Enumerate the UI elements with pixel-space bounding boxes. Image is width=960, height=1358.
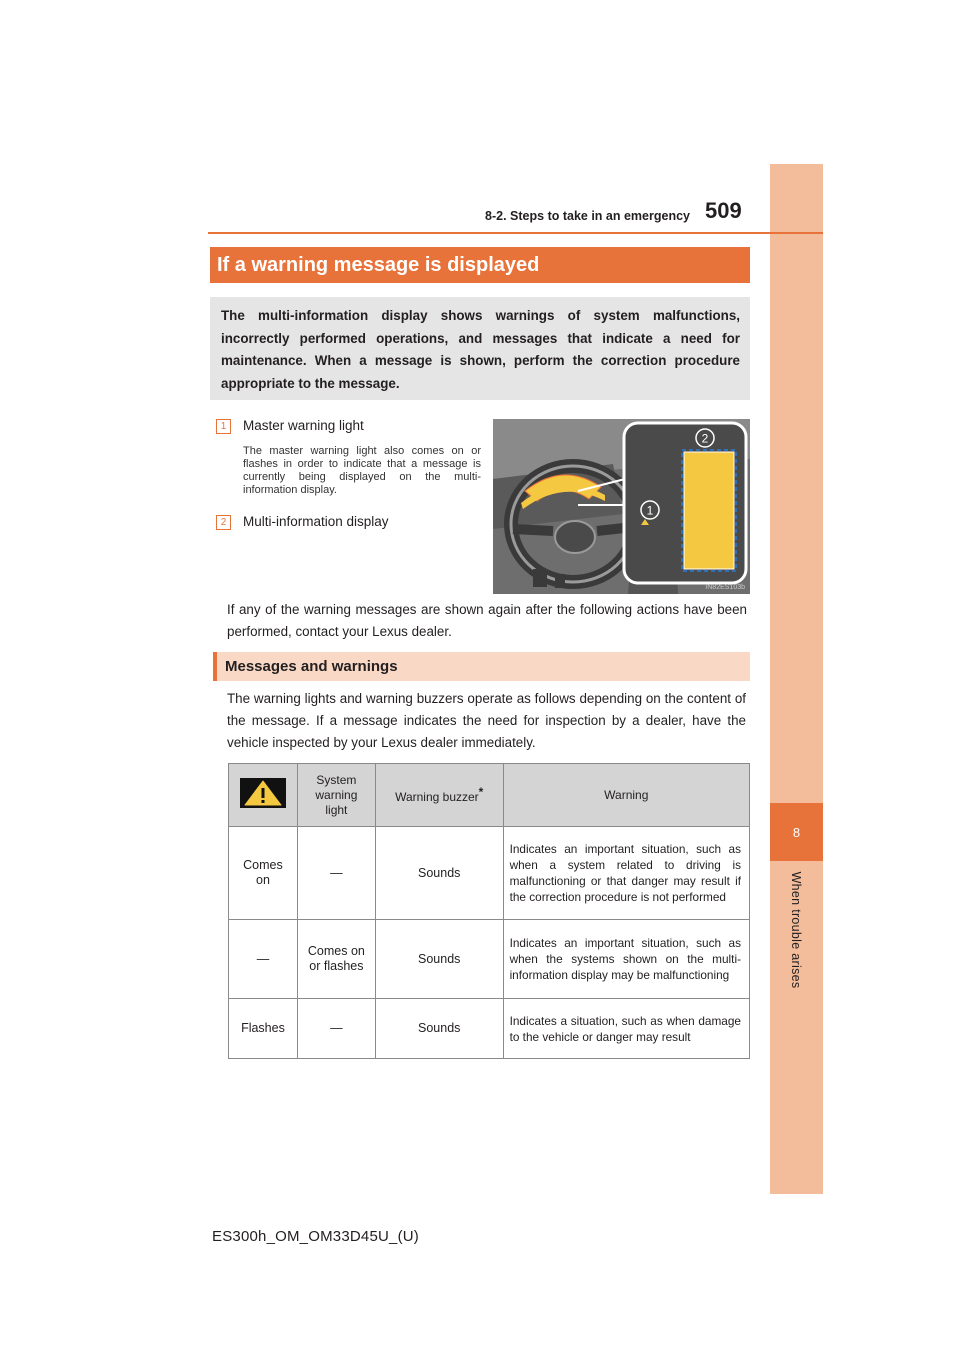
table-header-row (229, 764, 750, 827)
side-tab-band (770, 164, 823, 1194)
warning-triangle-icon (240, 778, 286, 808)
chapter-label: When trouble arises (789, 871, 803, 989)
warning-cell: Indicates an important situation, such as when the systems shown on the multi-information display may be malfunctioning (503, 920, 749, 999)
warning-table (228, 763, 750, 1059)
master-light-cell (229, 827, 298, 920)
page-number: 509 (705, 198, 742, 223)
warning-header: Warning (503, 764, 749, 827)
system-light-cell (297, 920, 375, 999)
system-light-value: Comes on or flashes (307, 944, 365, 973)
warning-cell: Indicates a situation, such as when damage to the vehicle or danger may result (503, 999, 749, 1059)
callout-1-number: 1 (216, 419, 231, 434)
master-light-cell: — (229, 920, 298, 999)
buzzer-cell: Sounds (375, 827, 503, 920)
buzzer-cell: Sounds (375, 920, 503, 999)
callout-2-number: 2 (216, 515, 231, 530)
callout-2-title: Multi-information display (243, 514, 389, 529)
buzzer-cell: Sounds (375, 999, 503, 1059)
system-light-cell: — (297, 827, 375, 920)
table-row (229, 920, 750, 999)
illustration-marker-2: 2 (701, 431, 709, 446)
buzzer-footnote-mark: * (478, 785, 484, 799)
illustration-code: IN82ES103b (705, 584, 745, 591)
contact-dealer-paragraph: If any of the warning messages are shown again after the following actions have been performed, contact your Lexus dealer. (227, 602, 747, 639)
warning-buzzer-label: Warning buzzer (395, 790, 479, 804)
illustration-marker-1: 1 (646, 503, 654, 518)
messages-paragraph: The warning lights and warning buzzers operate as follows depending on the content of the message. If a message indicates the need for inspection by a dealer, have the vehicle inspected by your Lexus dealer immediately. (227, 691, 746, 750)
system-light-cell: — (297, 999, 375, 1059)
page-title: If a warning message is displayed (210, 247, 750, 283)
warning-cell: Indicates an important situation, such as when a system related to driving is malfunctioning or that danger may result if the correction procedure is not performed (503, 827, 749, 920)
master-light-value: Comes on (243, 858, 283, 887)
system-warning-light-header (297, 764, 375, 827)
master-light-cell: Flashes (229, 999, 298, 1059)
chapter-number-tab[interactable]: 8 (770, 803, 823, 861)
callout-1-description: The master warning light also comes on or flashes in order to indicate that a message is currently being displayed on the multi-information display. (243, 445, 481, 496)
callout-1-title: Master warning light (243, 418, 364, 433)
table-row (229, 827, 750, 920)
dashboard-illustration (493, 419, 750, 594)
table-row (229, 999, 750, 1059)
system-warning-light-label: System warning light (315, 772, 358, 817)
section-title: 8-2. Steps to take in an emergency (485, 209, 690, 223)
document-code-footer: ES300h_OM_OM33D45U_(U) (212, 1228, 419, 1245)
messages-subheading: Messages and warnings (213, 652, 750, 681)
master-warning-header (229, 764, 298, 827)
header-divider (208, 232, 823, 234)
intro-box: The multi-information display shows warnings of system malfunctions, incorrectly performed operations, and messages that indicate a need for maintenance. When a message is shown, perform the correction procedure appropriate to the message. (210, 297, 750, 400)
warning-buzzer-header (375, 764, 503, 827)
